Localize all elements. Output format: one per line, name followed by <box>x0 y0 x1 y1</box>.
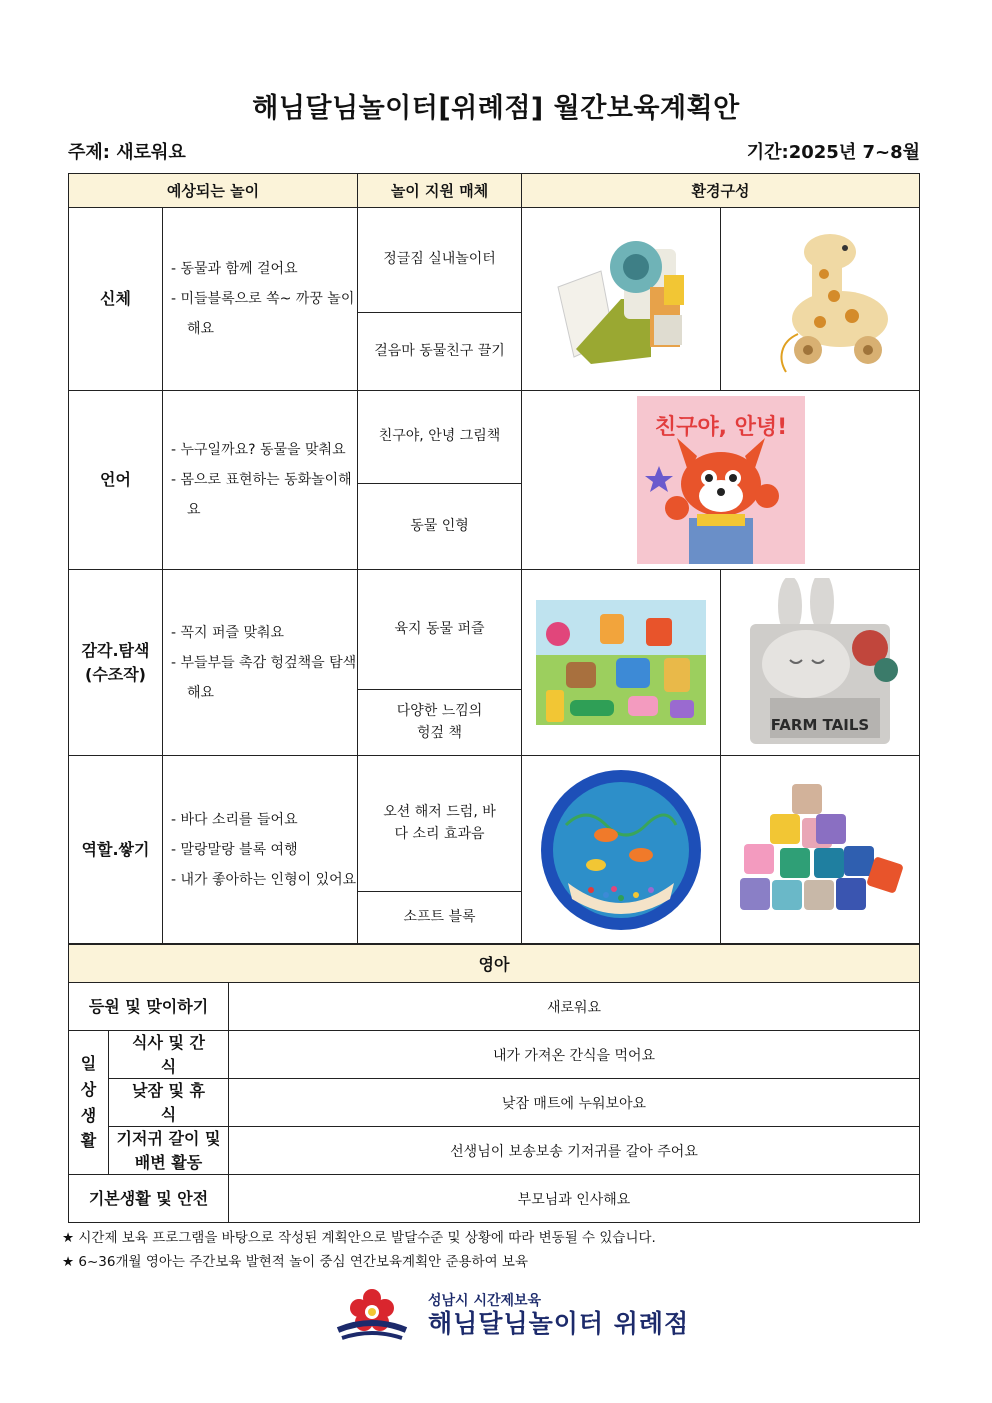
plays-role-building <box>163 756 358 944</box>
header-plays: 예상되는 놀이 <box>69 174 358 208</box>
category-role-building: 역할.쌓기 <box>69 756 163 944</box>
diaper-label <box>109 1127 229 1175</box>
play-item: - 내가 좋아하는 인형이 있어요 <box>171 871 357 888</box>
category-line: (수조작) <box>85 664 146 684</box>
media-item <box>358 690 522 756</box>
category-line: 감각.탐색 <box>81 640 150 660</box>
play-item: - 말랑말랑 블록 여행 <box>171 841 298 858</box>
subject-label: 주제: 새로워요 <box>68 142 186 163</box>
daily-life-char: 활 <box>80 1131 97 1151</box>
monthly-plan-table <box>68 173 920 944</box>
note-2: ★ 6~36개월 영아는 주간보육 발현적 놀이 중심 연간보육계획안 준용하여 보육 <box>62 1254 528 1270</box>
media-item: 친구야, 안녕 그림책 <box>358 391 522 484</box>
daily-life-char: 생 <box>80 1105 97 1125</box>
media-text: 오션 해저 드럼, 바다 소리 효과음 <box>383 803 496 842</box>
play-item: - 누구일까요? 동물을 맞춰요 <box>171 442 346 458</box>
media-item: 소프트 블록 <box>358 892 522 944</box>
note-1: ★ 시간제 보육 프로그램을 바탕으로 작성된 계획안으로 발달수준 및 상황에 따라 변동될 수 있습니다. <box>62 1230 656 1246</box>
media-text: 다양한 느낌의 헝겊 책 <box>396 702 483 741</box>
soft-play-blocks-image <box>522 208 721 391</box>
page-title: 해님달님놀이터[위례점] 월간보육계획안 <box>252 93 740 124</box>
category-physical: 신체 <box>69 208 163 391</box>
arrival-label: 등원 및 맞이하기 <box>69 983 229 1031</box>
cloth-book-image <box>721 570 920 756</box>
play-item: - 미들블록으로 쏙~ 까꿍 놀이해요 <box>171 291 355 337</box>
play-item: - 몸으로 표현하는 동화놀이해요 <box>171 472 352 518</box>
media-item: 걸음마 동물친구 끌기 <box>358 313 522 391</box>
play-item: - 꼭지 퍼즐 맞춰요 <box>171 624 285 641</box>
play-item: - 바다 소리를 들어요 <box>171 811 298 828</box>
category-language: 언어 <box>69 391 163 570</box>
daily-life-char: 상 <box>80 1079 97 1099</box>
category-sensory <box>69 570 163 756</box>
meal-value: 내가 가져온 간식을 먹어요 <box>229 1031 920 1079</box>
arrival-value: 새로워요 <box>229 983 920 1031</box>
media-item <box>358 756 522 892</box>
footer-subtitle: 성남시 시간제보육 <box>428 1293 542 1309</box>
diaper-label-text: 기저귀 갈이 및 배변 활동 <box>116 1129 221 1172</box>
daily-life-label <box>69 1031 109 1175</box>
giraffe-pull-toy-image <box>721 208 920 391</box>
play-item: - 부들부들 촉감 헝겊책을 탐색해요 <box>171 654 357 701</box>
nap-label <box>109 1079 229 1127</box>
diaper-value: 선생님이 보송보송 기저귀를 갈아 주어요 <box>229 1127 920 1175</box>
picture-book-image <box>522 391 920 570</box>
daily-life-char: 일 <box>80 1054 97 1074</box>
media-item: 동물 인형 <box>358 484 522 570</box>
book-cover-title: 친구야, 안녕! <box>654 415 787 440</box>
media-item: 육지 동물 퍼즐 <box>358 570 522 690</box>
media-item: 정글짐 실내놀이터 <box>358 208 522 313</box>
plays-physical <box>163 208 358 391</box>
period-label: 기간:2025년 7~8월 <box>746 142 920 163</box>
safety-label: 기본생활 및 안전 <box>69 1175 229 1223</box>
soft-blocks-image <box>721 756 920 944</box>
plays-language <box>163 391 358 570</box>
nap-value: 낮잠 매트에 누워보아요 <box>229 1079 920 1127</box>
nap-label-text: 낮잠 및 휴식 <box>132 1081 205 1124</box>
daily-life-table <box>68 944 920 1223</box>
animal-puzzle-image <box>522 570 721 756</box>
safety-value: 부모님과 인사해요 <box>229 1175 920 1223</box>
meal-label <box>109 1031 229 1079</box>
header-media: 놀이 지원 매체 <box>358 174 522 208</box>
cloth-book-title: FARM TAILS <box>770 715 870 734</box>
infant-section-title: 영아 <box>69 945 920 983</box>
header-environment: 환경구성 <box>522 174 920 208</box>
ocean-drum-image <box>522 756 721 944</box>
play-item: - 동물과 함께 걸어요 <box>171 261 298 277</box>
footer-name: 해님달님놀이터 위례점 <box>428 1309 690 1338</box>
meal-label-text: 식사 및 간식 <box>132 1033 205 1076</box>
plays-sensory <box>163 570 358 756</box>
